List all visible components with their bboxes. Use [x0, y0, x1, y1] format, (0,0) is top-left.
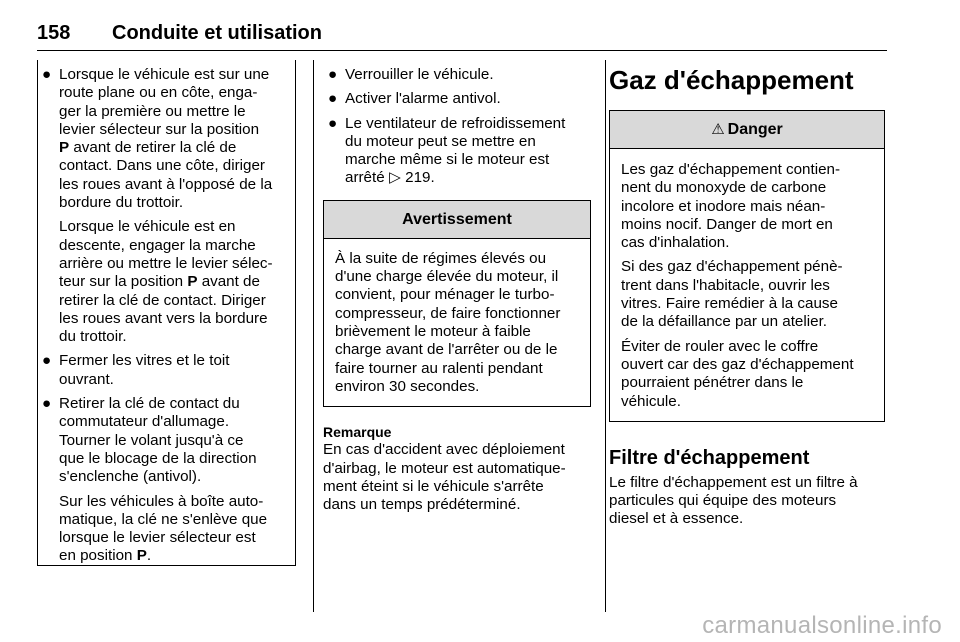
page-reference-link[interactable]: 219.: [400, 169, 435, 187]
bullet-item: ● Verrouiller le véhicule.: [328, 66, 494, 83]
bullet-icon: ●: [328, 66, 338, 83]
bullet-icon: ●: [328, 90, 338, 108]
page-number: 158: [37, 22, 71, 44]
bullet-icon: ●: [42, 352, 52, 370]
danger-title-bar: [610, 111, 884, 149]
bullet-item: ● Retirer la clé de contact du commutateur d'allumage. Tourner le volant jusqu'à ce que le blocage de la direction s'enclenche (antivol).: [42, 395, 257, 486]
column-2: [323, 66, 591, 515]
page-header: [37, 22, 887, 51]
page-title: Conduite et utilisation: [112, 22, 322, 44]
warning-triangle-icon: ⚠: [711, 121, 725, 138]
section-heading: Gaz d'échappement: [609, 65, 854, 95]
watermark: carmanualsonline.info: [702, 612, 942, 639]
gear-position: P: [136, 547, 147, 565]
warning-title: Avertissement: [324, 201, 590, 239]
arrow-right-icon[interactable]: ▷: [389, 169, 401, 187]
paragraph: Sur les véhicules à boîte auto- matique, la clé ne s'enlève que lorsque le levier sélecteur est en position P.: [59, 492, 268, 565]
paragraph: Lorsque le véhicule est en descente, engager la marche arrière ou mettre le levier sélec- teur sur la position P avant de retirer la clé de contact. Diriger les roues avant vers la bordure du trottoir.: [59, 218, 273, 346]
paragraph: Le filtre d'échappement est un filtre à particules qui équipe des moteurs diesel et à essence.: [609, 473, 858, 528]
danger-title: Danger: [727, 121, 783, 138]
gear-position: P: [187, 273, 198, 291]
danger-box: [609, 110, 885, 422]
remark-title: Remarque: [323, 424, 392, 441]
column-divider: [313, 60, 314, 612]
paragraph: Si des gaz d'échappement pénè- trent dans l'habitacle, ouvrir les vitres. Faire remédier à la cause de la défaillance par un atelier.: [621, 258, 843, 331]
paragraph: Éviter de rouler avec le coffre ouvert car des gaz d'échappement pourraient pénétrer dans le véhicule.: [621, 337, 854, 410]
bullet-item: ● Lorsque le véhicule est sur une route plane ou en côte, enga- ger la première ou mettre le levier sélecteur sur la position P avant de retirer la clé de contact. Dans une côte, diriger les roues avant à l'opposé de la bordure du trottoir.: [42, 66, 273, 212]
bullet-item: ● Activer l'alarme antivol.: [328, 90, 501, 108]
column-divider: [605, 60, 606, 612]
warning-box: Avertissement À la suite de régimes élevés ou d'une charge élevée du moteur, il convient, pour ménager le turbo- compresseur, de faire fonctionner brièvement le moteur à faible charge avant de l'arrêter ou de le faire tourner au ralenti pendant environ 30 secondes.: [323, 200, 591, 407]
column-1: [37, 66, 298, 572]
paragraph: Les gaz d'échappement contien- nent du monoxyde de carbone incolore et inodore mais néan- moins nocif. Danger de mort en cas d'inhalation.: [621, 161, 841, 252]
bullet-icon: ●: [42, 395, 52, 413]
bullet-icon: ●: [328, 114, 338, 132]
column-3: [609, 64, 885, 529]
gear-position: P: [59, 139, 70, 157]
remark-text: En cas d'accident avec déploiement d'airbag, le moteur est automatique- ment éteint si le véhicule s'arrête dans un temps prédéterminé.: [323, 441, 566, 514]
bullet-item: ● Le ventilateur de refroidissement du moteur peut se mettre en marche même si le moteur est arrêté ▷ 219.: [328, 114, 566, 187]
bullet-item: ● Fermer les vitres et le toit ouvrant.: [42, 352, 230, 388]
subsection-heading: Filtre d'échappement: [609, 446, 810, 469]
bullet-icon: ●: [42, 66, 52, 83]
